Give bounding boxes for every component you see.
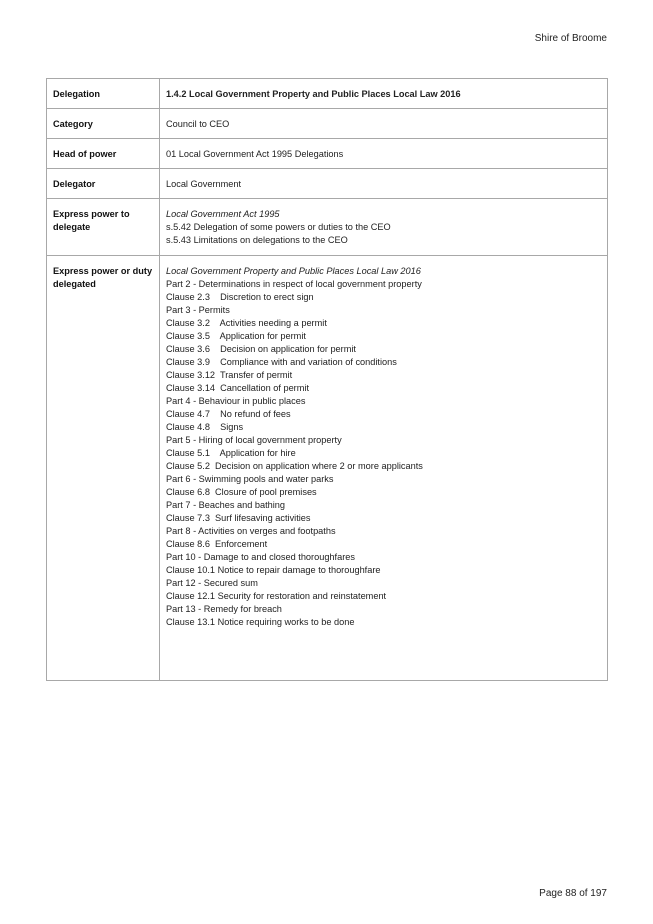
clause-line: Clause 5.2 Decision on application where 2 or more applicants — [166, 461, 423, 471]
clause-line: Clause 6.8 Closure of pool premises — [166, 487, 317, 497]
row-head-of-power — [47, 139, 608, 169]
clause-line: Clause 4.7 No refund of fees — [166, 409, 291, 419]
clause-line: Clause 12.1 Security for restoration and reinstatement — [166, 591, 387, 601]
clause-line: Clause 5.1 Application for hire — [166, 448, 296, 458]
clause-line: Clause 3.12 Transfer of permit — [166, 370, 293, 380]
clause-line: Part 2 - Determinations in respect of local government property — [166, 279, 422, 289]
label-line: delegated — [53, 279, 96, 289]
clause-line: Clause 3.5 Application for permit — [166, 331, 306, 341]
clause-line: Clause 8.6 Enforcement — [166, 539, 268, 549]
act-title: Local Government Act 1995 — [166, 209, 280, 219]
label-express-power-to-delegate — [47, 199, 160, 256]
delegation-table — [46, 78, 608, 681]
clause-line: Part 6 - Swimming pools and water parks — [166, 474, 334, 484]
clause-line: Part 7 - Beaches and bathing — [166, 500, 286, 510]
clause-line: Part 8 - Activities on verges and footpaths — [166, 526, 336, 536]
clause-line: Part 4 - Behaviour in public places — [166, 396, 306, 406]
label-category: Category — [47, 109, 160, 139]
page-number: Page 88 of 197 — [539, 888, 607, 899]
clause-line: Part 12 - Secured sum — [166, 578, 258, 588]
row-delegation — [47, 79, 608, 109]
section-line: s.5.43 Limitations on delegations to the CEO — [166, 235, 348, 245]
clause-line: Part 13 - Remedy for breach — [166, 604, 282, 614]
clause-line: Clause 3.9 Compliance with and variation of conditions — [166, 357, 397, 367]
value-delegator: Local Government — [160, 169, 608, 199]
label-delegation: Delegation — [47, 79, 160, 109]
value-head-of-power: 01 Local Government Act 1995 Delegations — [160, 139, 608, 169]
clause-line: Clause 3.2 Activities needing a permit — [166, 318, 327, 328]
row-express-power-to-delegate — [47, 199, 608, 256]
label-line: delegate — [53, 222, 91, 232]
section-line: s.5.42 Delegation of some powers or duties to the CEO — [166, 222, 391, 232]
row-delegator — [47, 169, 608, 199]
value-express-power-to-delegate — [160, 199, 608, 256]
row-category — [47, 109, 608, 139]
page-header-org: Shire of Broome — [534, 33, 607, 44]
value-express-power-delegated — [160, 256, 608, 681]
row-express-power-delegated — [47, 256, 608, 681]
clause-line: Clause 4.8 Signs — [166, 422, 244, 432]
label-delegator: Delegator — [47, 169, 160, 199]
clause-line: Clause 2.3 Discretion to erect sign — [166, 292, 314, 302]
clause-line: Clause 10.1 Notice to repair damage to thoroughfare — [166, 565, 381, 575]
clause-line: Part 5 - Hiring of local government property — [166, 435, 342, 445]
clause-line: Clause 3.6 Decision on application for permit — [166, 344, 356, 354]
law-title: Local Government Property and Public Places Local Law 2016 — [166, 266, 421, 276]
label-express-power-delegated — [47, 256, 160, 681]
clause-line: Part 3 - Permits — [166, 305, 230, 315]
clause-list — [166, 278, 601, 629]
clause-line: Clause 13.1 Notice requiring works to be done — [166, 617, 355, 627]
value-delegation: 1.4.2 Local Government Property and Public Places Local Law 2016 — [160, 79, 608, 109]
label-line: Express power to — [53, 209, 130, 219]
value-category: Council to CEO — [160, 109, 608, 139]
clause-line: Clause 3.14 Cancellation of permit — [166, 383, 309, 393]
clause-line: Part 10 - Damage to and closed thoroughfares — [166, 552, 355, 562]
label-line: Express power or duty — [53, 266, 153, 276]
clause-line: Clause 7.3 Surf lifesaving activities — [166, 513, 311, 523]
label-head-of-power: Head of power — [47, 139, 160, 169]
